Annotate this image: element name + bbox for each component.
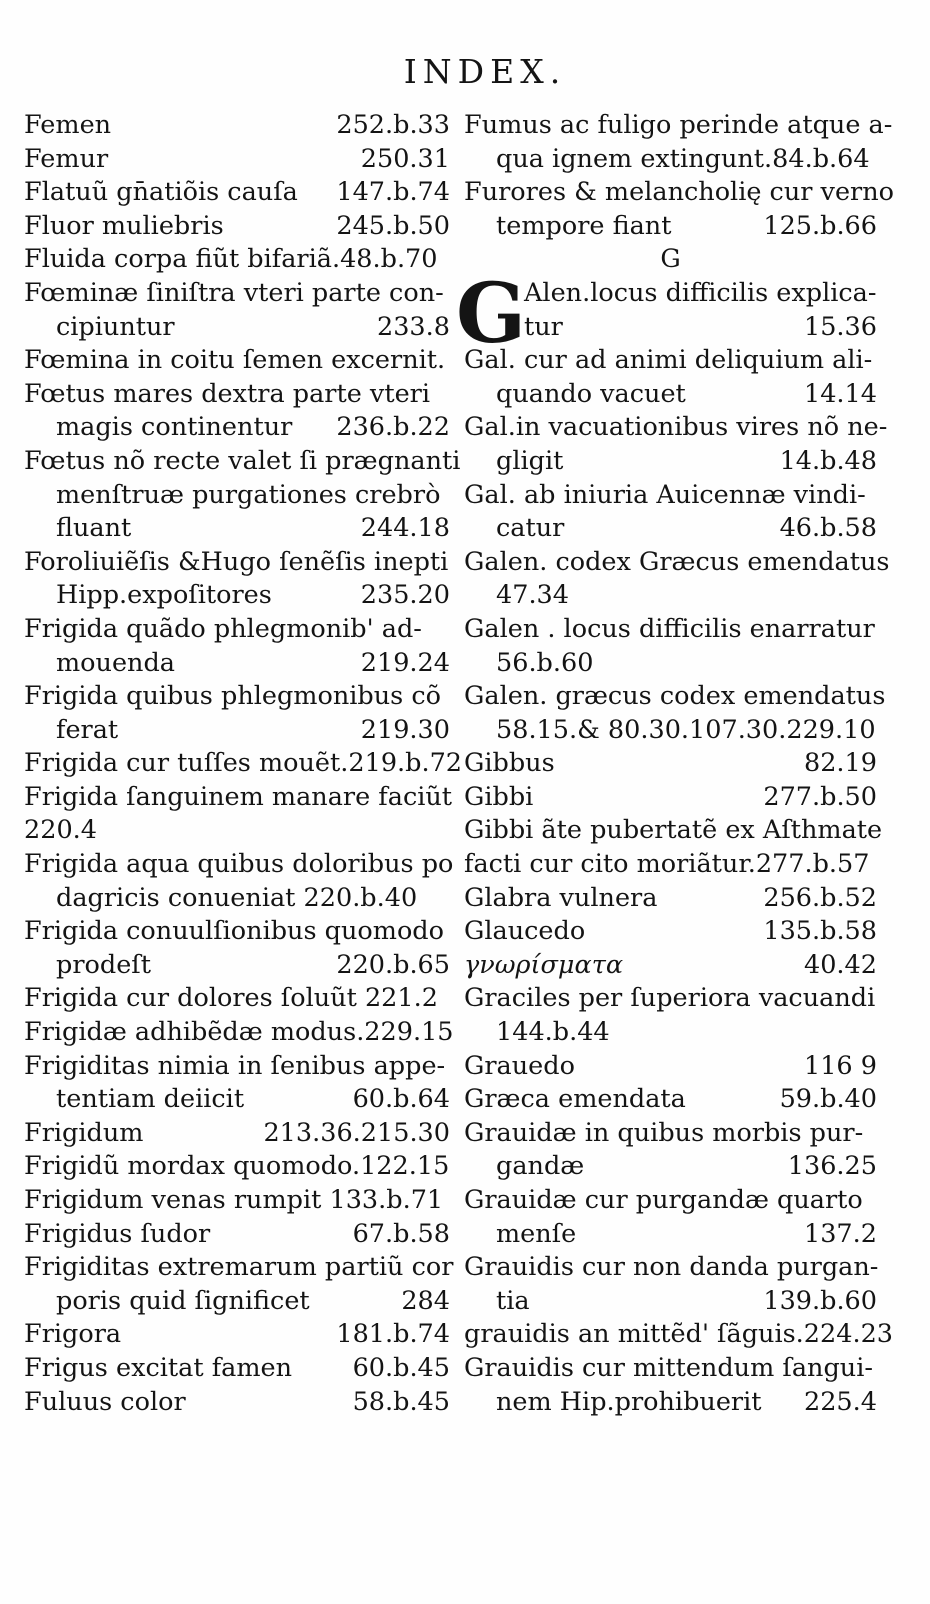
entry-text: mouenda xyxy=(56,647,175,678)
index-entry xyxy=(24,714,450,748)
entry-text: 56.b.60 xyxy=(496,647,594,678)
entry-text: Flatuũ gn̄atiõis cauſa xyxy=(24,177,298,208)
index-entry xyxy=(464,1318,894,1352)
entry-reference: 137.2 xyxy=(803,1218,877,1249)
entry-reference: 213.36.215.30 xyxy=(263,1117,450,1148)
entry-text: Gibbi xyxy=(464,781,534,812)
index-entry xyxy=(464,344,877,378)
index-entry xyxy=(464,1083,877,1117)
index-entry xyxy=(24,647,450,681)
page-title: INDEX. xyxy=(403,52,567,91)
entry-text: Frigora xyxy=(24,1319,122,1350)
entry-reference: 139.b.60 xyxy=(763,1285,877,1316)
index-entry xyxy=(24,579,450,613)
entry-text: poris quid ſignificet xyxy=(56,1285,310,1316)
entry-reference: 59.b.40 xyxy=(779,1084,877,1115)
drop-cap: G xyxy=(456,266,527,362)
index-entry xyxy=(24,1318,450,1352)
entry-text: prodeſt xyxy=(56,949,151,980)
index-entry xyxy=(24,479,450,513)
index-entry xyxy=(464,882,877,916)
entry-reference: 250.31 xyxy=(360,143,450,174)
entry-text: Græca emendata xyxy=(464,1084,686,1115)
right-index-column xyxy=(456,109,895,1419)
index-entry xyxy=(464,1285,877,1319)
index-entry xyxy=(24,1016,454,1050)
index-entry xyxy=(464,1150,877,1184)
entry-text: Frigidum venas rumpit 133.b.71 xyxy=(24,1185,444,1215)
entry-text: Galen. græcus codex emendatus xyxy=(464,681,886,712)
entry-text: Frigida quibus phlegmonibus cõ xyxy=(24,681,441,712)
entry-text: quando vacuet xyxy=(496,378,686,409)
entry-text: G xyxy=(660,244,681,275)
entry-reference: 136.25 xyxy=(787,1151,877,1182)
index-entry xyxy=(464,1218,877,1252)
index-entry xyxy=(464,680,886,714)
entry-text: catur xyxy=(496,513,565,544)
entry-text: Frigida cur dolores ſoluũt 221.2 xyxy=(24,983,438,1014)
index-entry xyxy=(24,411,450,445)
index-entry xyxy=(464,176,895,210)
entry-text: Grauedo xyxy=(464,1050,575,1081)
index-entry xyxy=(464,1251,877,1285)
index-entry xyxy=(24,949,450,983)
index-entry xyxy=(24,1251,454,1285)
entry-text: nem Hip.prohibuerit xyxy=(496,1386,762,1417)
entry-text: Fœtus nõ recte valet ſi prægnanti xyxy=(24,445,461,476)
entry-text: facti cur cito moriãtur.277.b.57 xyxy=(464,849,870,880)
entry-text: Fœtus mares dextra parte vteri xyxy=(24,378,431,409)
entry-reference: 46.b.58 xyxy=(779,513,877,544)
index-entry xyxy=(24,915,450,949)
index-entry xyxy=(24,781,453,815)
index-entry xyxy=(24,1184,450,1218)
index-entry xyxy=(464,311,877,345)
entry-text: tentiam deiicit xyxy=(56,1084,245,1115)
entry-text: Glabra vulnera xyxy=(464,882,658,913)
index-entry xyxy=(24,546,450,580)
index-entry xyxy=(464,1016,877,1050)
index-entry xyxy=(464,243,877,277)
index-entry xyxy=(464,915,877,949)
entry-text: Femen xyxy=(24,110,112,140)
entry-text: Galen . locus difficilis enarratur xyxy=(464,613,875,644)
index-entry xyxy=(464,1386,877,1420)
index-entry xyxy=(24,1117,450,1151)
entry-reference: 235.20 xyxy=(360,580,450,611)
entry-reference: 82.19 xyxy=(803,748,877,779)
entry-text: Frigida conuulſionibus quomodo xyxy=(24,916,444,947)
index-entry xyxy=(24,512,450,546)
entry-text: menſtruæ purgationes crebrò xyxy=(56,479,441,510)
entry-text: Gal. ab iniuria Auicennæ vindi- xyxy=(464,479,866,510)
index-entry xyxy=(464,647,877,681)
index-entry xyxy=(464,613,877,647)
entry-text: Fumus ac fuligo perinde atque a- xyxy=(464,110,893,140)
entry-text: Frigidũ mordax quomodo.122.15 xyxy=(24,1151,450,1182)
index-entry xyxy=(24,680,450,714)
entry-reference: 219.30 xyxy=(360,714,450,745)
index-entry xyxy=(464,378,877,412)
entry-text: ferat xyxy=(56,714,119,745)
index-entry xyxy=(464,1184,877,1218)
entry-text: gandæ xyxy=(496,1151,585,1182)
index-entry xyxy=(24,1083,450,1117)
entry-text: Frigiditas nimia in ſenibus appe- xyxy=(24,1050,446,1081)
entry-reference: 60.b.64 xyxy=(352,1084,450,1115)
entry-text: Gal. cur ad animi deliquium ali- xyxy=(464,345,873,376)
entry-text: Fluida corpa fiũt bifariã.48.b.70 xyxy=(24,244,438,275)
index-entry xyxy=(24,1285,450,1319)
entry-reference: 15.36 xyxy=(803,311,877,342)
entry-reference: 67.b.58 xyxy=(352,1218,450,1249)
entry-text: tempore fiant xyxy=(496,210,672,241)
entry-text: magis continentur xyxy=(56,412,293,443)
entry-reference: 256.b.52 xyxy=(763,882,877,913)
entry-reference: 277.b.50 xyxy=(763,781,877,812)
entry-text: Hipp.expoſitores xyxy=(56,580,272,611)
index-entry xyxy=(464,814,883,848)
entry-reference: 219.24 xyxy=(360,647,450,678)
index-entry xyxy=(24,176,450,210)
entry-text: Frigida quãdo phlegmonib' ad- xyxy=(24,613,422,644)
index-entry xyxy=(464,747,877,781)
index-entry xyxy=(464,411,888,445)
entry-text: fluant xyxy=(56,513,132,544)
entry-text: Grauidæ cur purgandæ quarto xyxy=(464,1185,863,1215)
entry-reference: 147.b.74 xyxy=(336,177,450,208)
entry-reference: 236.b.22 xyxy=(336,412,450,443)
index-entry xyxy=(24,109,450,143)
index-entry xyxy=(24,344,450,378)
entry-text: 144.b.44 xyxy=(496,1017,610,1048)
index-entry xyxy=(464,210,877,244)
index-entry xyxy=(24,243,450,277)
index-entry xyxy=(464,1117,877,1151)
entry-reference: 14.b.48 xyxy=(779,445,877,476)
entry-text: Frigidus ſudor xyxy=(24,1218,211,1249)
index-entry xyxy=(24,143,450,177)
entry-text: Grauidæ in quibus morbis pur- xyxy=(464,1117,864,1148)
entry-reference: 244.18 xyxy=(360,513,450,544)
index-entry xyxy=(464,445,877,479)
index-entry xyxy=(464,109,893,143)
entry-text: qua ignem extingunt.84.b.64 xyxy=(496,143,870,174)
entry-text: Grauidis cur mittendum ſangui- xyxy=(464,1352,873,1383)
index-entry xyxy=(464,512,877,546)
entry-reference: 225.4 xyxy=(803,1386,877,1417)
entry-text: 58.15.& 80.30.107.30.229.10 xyxy=(496,714,876,745)
index-entry xyxy=(24,747,463,781)
index-entry xyxy=(464,781,877,815)
entry-text: menſe xyxy=(496,1218,577,1249)
entry-text: Foroliuiẽſis &Hugo ſenẽſis inepti xyxy=(24,546,449,577)
index-entry xyxy=(24,1050,450,1084)
index-entry xyxy=(464,277,877,311)
entry-text: Gibbus xyxy=(464,748,555,779)
entry-text: Frigida aqua quibus doloribus po xyxy=(24,849,454,880)
entry-text: cipiuntur xyxy=(56,311,175,342)
index-entry xyxy=(24,1352,450,1386)
index-entry xyxy=(464,579,877,613)
entry-text: Graciles per ſuperiora vacuandi xyxy=(464,983,876,1014)
entry-text: Furores & melancholię cur verno xyxy=(464,177,895,208)
entry-text: Fuluus color xyxy=(24,1386,186,1417)
entry-text: Frigida ſanguinem manare faciũt xyxy=(24,781,453,812)
entry-text: Frigidum xyxy=(24,1117,144,1148)
index-entry xyxy=(464,848,877,882)
entry-reference: 284 xyxy=(401,1285,450,1316)
entry-reference: 135.b.58 xyxy=(763,916,877,947)
index-entry xyxy=(24,1150,450,1184)
entry-text: Gal.in vacuationibus vires nõ ne- xyxy=(464,412,888,443)
index-entry xyxy=(24,982,450,1016)
index-entry xyxy=(464,1352,877,1386)
entry-text: Frigiditas extremarum partiũ cor xyxy=(24,1252,454,1283)
entry-reference: 220.b.65 xyxy=(336,949,450,980)
entry-text: Gibbi ãte pubertatẽ ex Aſthmate xyxy=(464,815,883,846)
entry-text: Fœminæ ſiniſtra vteri parte con- xyxy=(24,277,444,308)
entry-reference: 233.8 xyxy=(376,311,450,342)
entry-text: Galen. codex Græcus emendatus xyxy=(464,546,890,577)
left-index-column xyxy=(24,109,463,1419)
entry-text: tia xyxy=(496,1285,530,1316)
index-entry xyxy=(24,848,454,882)
entry-text: Fluor muliebris xyxy=(24,210,224,241)
entry-text: Frigidæ adhibẽdæ modus.229.15 xyxy=(24,1017,454,1048)
entry-text: γνωρίσματα xyxy=(464,949,624,980)
index-entry xyxy=(464,143,877,177)
index-entry xyxy=(24,1218,450,1252)
entry-reference: 40.42 xyxy=(803,949,877,980)
entry-reference: 60.b.45 xyxy=(352,1352,450,1383)
entry-reference: 252.b.33 xyxy=(336,110,450,140)
index-entry xyxy=(24,210,450,244)
entry-reference: 181.b.74 xyxy=(336,1319,450,1350)
entry-reference: 125.b.66 xyxy=(763,210,877,241)
entry-text: tur xyxy=(524,311,563,342)
entry-text: 220.4 xyxy=(24,815,98,846)
index-entry xyxy=(24,311,450,345)
index-entry xyxy=(464,546,890,580)
entry-text: Frigida cur tuſſes mouẽt.219.b.72 xyxy=(24,748,463,779)
entry-reference: 58.b.45 xyxy=(352,1386,450,1417)
index-entry xyxy=(464,1050,877,1084)
entry-text: Frigus excitat famen xyxy=(24,1352,293,1383)
entry-text: Fœmina in coitu ſemen excernit. xyxy=(24,345,446,376)
index-entry xyxy=(464,479,877,513)
index-entry xyxy=(24,1386,450,1420)
entry-text: dagricis conueniat 220.b.40 xyxy=(56,882,418,913)
entry-text: 47.34 xyxy=(496,580,570,611)
index-entry xyxy=(24,882,450,916)
entry-reference: 14.14 xyxy=(803,378,877,409)
entry-text: grauidis an mittẽd' ſãguis.224.23 xyxy=(464,1319,894,1350)
index-entry xyxy=(464,714,877,748)
entry-text: Grauidis cur non danda purgan- xyxy=(464,1252,879,1283)
entry-reference: 245.b.50 xyxy=(336,210,450,241)
entry-text: gligit xyxy=(496,445,564,476)
entry-text: Glaucedo xyxy=(464,916,586,947)
index-entry xyxy=(24,378,450,412)
entry-text: Femur xyxy=(24,143,109,174)
index-entry xyxy=(464,949,877,983)
index-entry xyxy=(24,814,450,848)
index-entry xyxy=(24,277,450,311)
entry-text: Alen.locus difficilis explica- xyxy=(524,277,877,308)
index-entry xyxy=(464,982,877,1016)
entry-reference: 116 9 xyxy=(803,1050,877,1081)
index-entry xyxy=(24,613,450,647)
index-entry xyxy=(24,445,461,479)
